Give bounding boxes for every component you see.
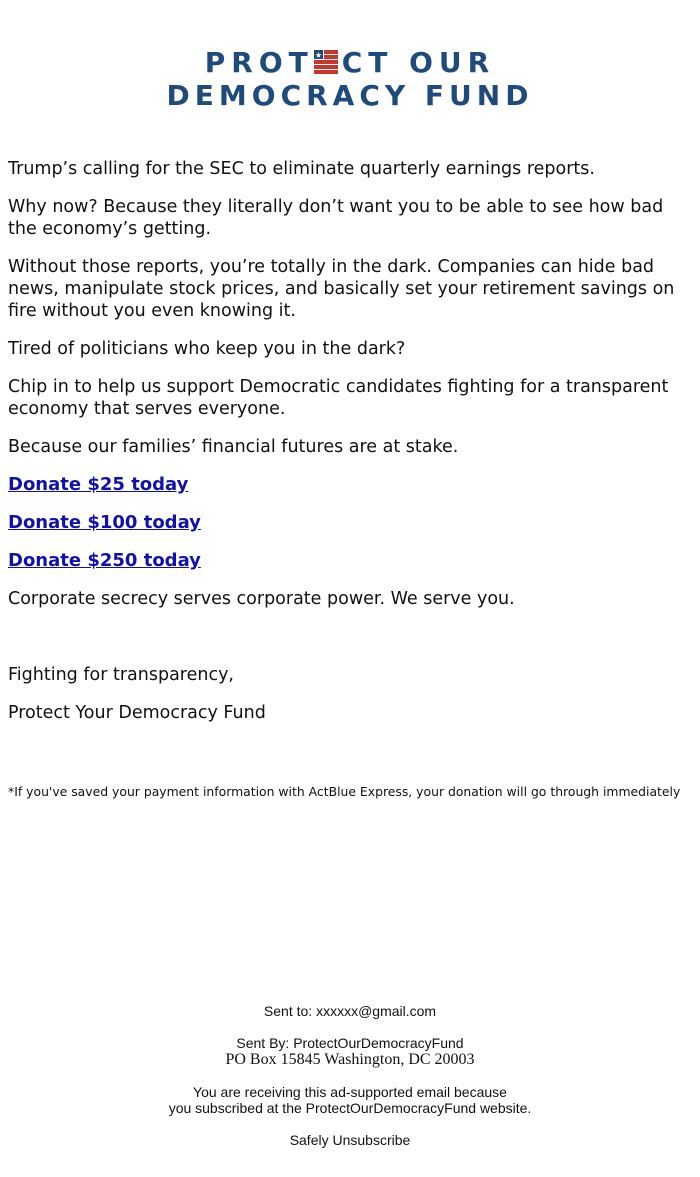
paragraph-6: Because our families’ financial futures are at stake. xyxy=(8,437,459,457)
paragraph-2: Why now? Because they literally don’t want you to be able to see how bad the economy’s getting. xyxy=(8,197,664,239)
flag-e-icon xyxy=(314,48,338,72)
paragraph-7: Corporate secrecy serves corporate power. We serve you. xyxy=(8,589,515,609)
donate-250-row xyxy=(8,550,692,572)
donate-100-row xyxy=(8,512,692,534)
mailing-address: PO Box 15845 Washington, DC 20003 xyxy=(225,1051,475,1068)
reason-line-1: You are receiving this ad-supported email because xyxy=(193,1084,507,1100)
donate-25-link[interactable]: Donate $25 today xyxy=(8,474,189,495)
reason-line-2: you subscribed at the ProtectOurDemocracyFund website. xyxy=(168,1100,532,1116)
footer xyxy=(0,1003,700,1148)
paragraph-1: Trump’s calling for the SEC to eliminate quarterly earnings reports. xyxy=(8,159,595,179)
paragraph-3: Without those reports, you’re totally in the dark. Companies can hide bad news, manipulate stock prices, and basically set your retirement savings on fire without you even knowing it. xyxy=(8,257,675,321)
logo-line-2: DEMOCRACY FUND xyxy=(166,79,534,112)
subscription-reason xyxy=(0,1084,700,1116)
fineprint-note: *If you've saved your payment information with ActBlue Express, your donation will go through immediately xyxy=(8,784,681,799)
sent-to: Sent to: xxxxxx@gmail.com xyxy=(263,1003,437,1019)
donate-100-link[interactable]: Donate $100 today xyxy=(8,512,201,533)
donate-250-link[interactable]: Donate $250 today xyxy=(8,550,201,571)
logo xyxy=(0,46,700,112)
donate-25-row xyxy=(8,474,692,496)
unsubscribe-link[interactable]: Safely Unsubscribe xyxy=(289,1132,411,1148)
signature: Protect Your Democracy Fund xyxy=(8,703,266,723)
logo-text-b: CT OUR xyxy=(341,46,496,79)
logo-line-1 xyxy=(0,46,700,79)
spacer xyxy=(8,626,692,648)
logo-text-a: PROT xyxy=(204,46,314,79)
sent-by: Sent By: ProtectOurDemocracyFund xyxy=(236,1035,464,1051)
signoff: Fighting for transparency, xyxy=(8,665,234,685)
sender-block xyxy=(0,1035,700,1068)
paragraph-5: Chip in to help us support Democratic candidates fighting for a transparent economy that serves everyone. xyxy=(8,377,669,419)
email-body xyxy=(8,158,692,740)
paragraph-4: Tired of politicians who keep you in the dark? xyxy=(8,339,406,359)
